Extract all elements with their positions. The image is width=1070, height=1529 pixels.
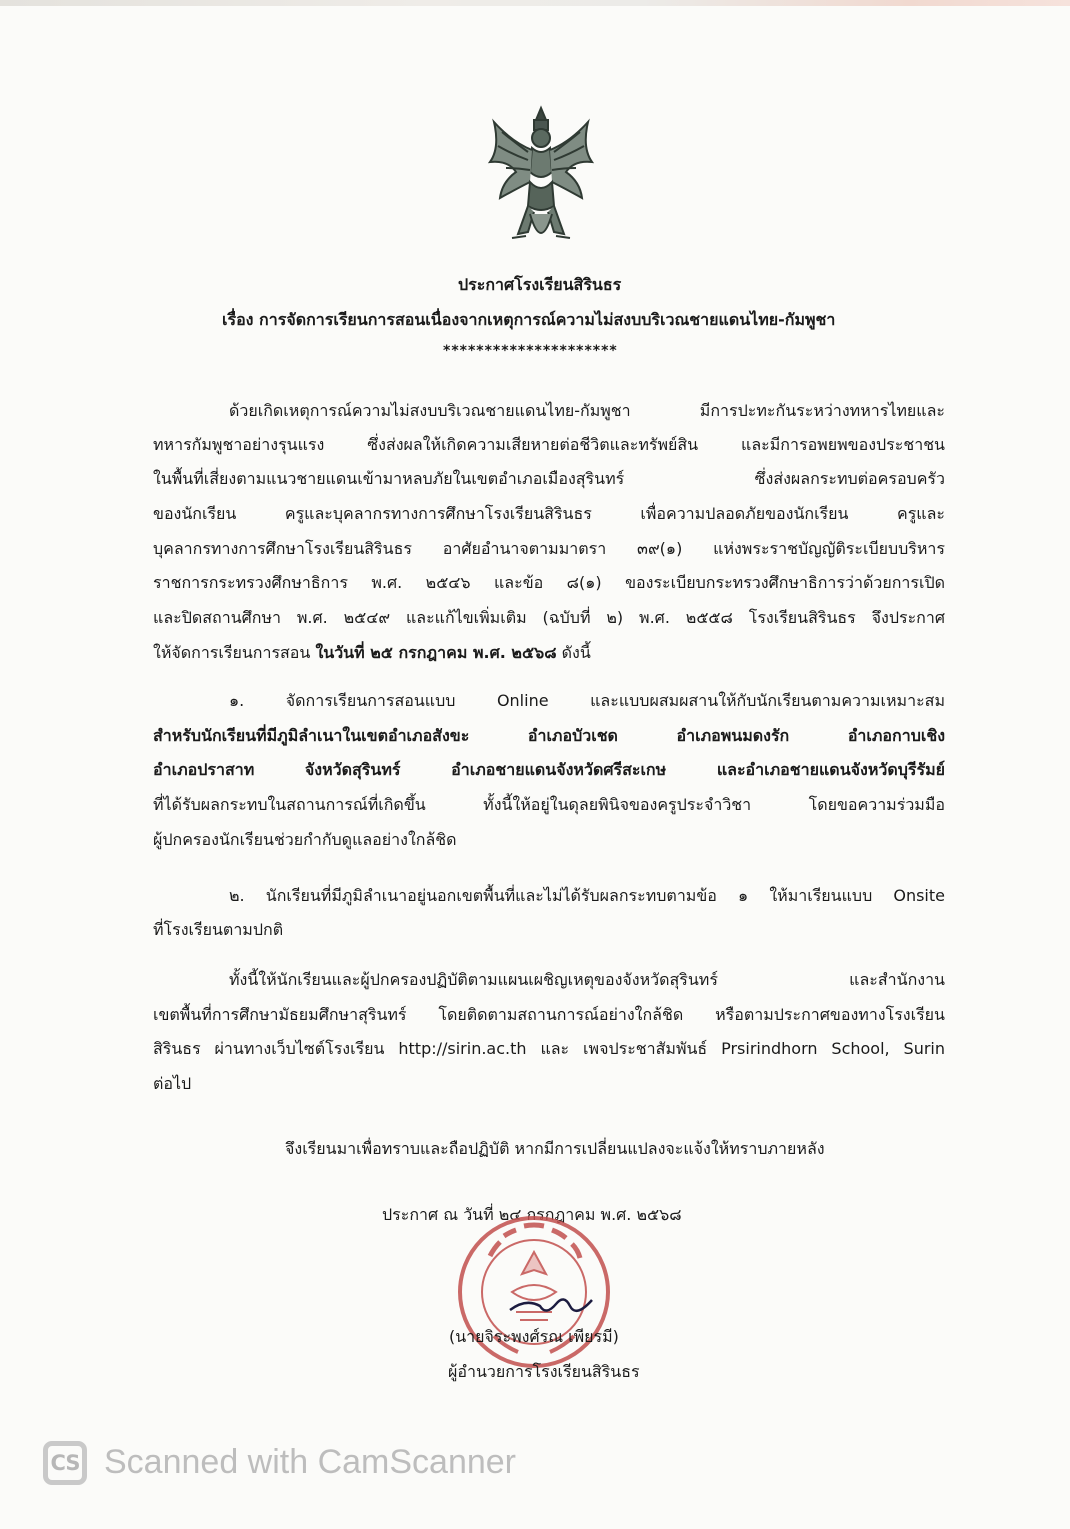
intro-last-line: ให้จัดการเรียนการสอน ในวันที่ ๒๕ กรกฎาคม พ.ศ. ๒๕๖๘ ดังนี้ xyxy=(153,643,591,662)
item-1-line: ที่ได้รับผลกระทบในสถานการณ์ที่เกิดขึ้น ทั้งนี้ให้อยู่ในดุลยพินิจของครูประจำวิชา โดยขอความร่วมมือ xyxy=(153,795,945,814)
intro-line: ทหารกัมพูชาอย่างรุนแรง ซึ่งส่งผลให้เกิดความเสียหายต่อชีวิตและทรัพย์สิน และมีการอพยพของประชาชน xyxy=(153,435,945,454)
heading-separator: ********************* xyxy=(443,343,618,359)
intro-line: ด้วยเกิดเหตุการณ์ความไม่สงบบริเวณชายแดนไทย-กัมพูชา มีการปะทะกันระหว่างทหารไทยและ xyxy=(229,401,945,420)
intro-line: ของนักเรียน ครูและบุคลากรทางการศึกษาโรงเรียนสิรินธร เพื่อความปลอดภัยของนักเรียน ครูและ xyxy=(153,504,945,523)
intro-line: บุคลากรทางการศึกษาโรงเรียนสิรินธร อาศัยอำนาจตามมาตรา ๓๙(๑) แห่งพระราชบัญญัติระเบียบบริหาร xyxy=(153,539,945,558)
signer-position: ผู้อำนวยการโรงเรียนสิรินธร xyxy=(448,1362,640,1381)
item-1-line: ๑. จัดการเรียนการสอนแบบ Online และแบบผสมผสานให้กับนักเรียนตามความเหมาะสม xyxy=(229,691,945,710)
scan-edge xyxy=(0,0,1070,6)
closing-line: ทั้งนี้ให้นักเรียนและผู้ปกครองปฏิบัติตามแผนเผชิญเหตุของจังหวัดสุรินทร์ และสำนักงาน xyxy=(229,970,945,989)
announce-date-line: ประกาศ ณ วันที่ ๒๔ กรกฎาคม พ.ศ. ๒๕๖๘ xyxy=(382,1205,682,1224)
garuda-emblem-icon xyxy=(482,102,600,254)
signature-scribble xyxy=(506,1290,596,1320)
closing-line: เขตพื้นที่การศึกษามัธยมศึกษาสุรินทร์ โดยติดตามสถานการณ์อย่างใกล้ชิด หรือตามประกาศของทางโรงเรียน xyxy=(153,1005,945,1024)
intro-line: ในพื้นที่เสี่ยงตามแนวชายแดนเข้ามาหลบภัยในเขตอำเภอเมืองสุรินทร์ ซึ่งส่งผลกระทบต่อครอบครัว xyxy=(153,469,945,488)
camscanner-logo-icon: CS xyxy=(43,1441,87,1485)
item-1-districts: อำเภอปราสาท จังหวัดสุรินทร์ อำเภอชายแดนจังหวัดศรีสะเกษ และอำเภอชายแดนจังหวัดบุรีรัมย์ xyxy=(153,760,945,779)
intro-line: และปิดสถานศึกษา พ.ศ. ๒๕๔๙ และแก้ไขเพิ่มเติม (ฉบับที่ ๒) พ.ศ. ๒๕๕๘ โรงเรียนสิรินธร จึงประกาศ xyxy=(153,608,945,627)
acknowledge-line: จึงเรียนมาเพื่อทราบและถือปฏิบัติ หากมีการเปลี่ยนแปลงจะแจ้งให้ทราบภายหลัง xyxy=(285,1139,825,1158)
item-2-line: ที่โรงเรียนตามปกติ xyxy=(153,920,284,939)
item-2-line: ๒. นักเรียนที่มีภูมิลำเนาอยู่นอกเขตพื้นที่และไม่ได้รับผลกระทบตามข้อ ๑ ให้มาเรียนแบบ Onsite xyxy=(229,886,945,905)
announce-date: ในวันที่ ๒๕ กรกฎาคม พ.ศ. ๒๕๖๘ xyxy=(315,643,557,662)
document-subject: เรื่อง การจัดการเรียนการสอนเนื่องจากเหตุการณ์ความไม่สงบบริเวณชายแดนไทย-กัมพูชา xyxy=(222,310,836,329)
intro-line: ราชการกระทรวงศึกษาธิการ พ.ศ. ๒๕๔๖ และข้อ ๘(๑) ของระเบียบกระทรวงศึกษาธิการว่าด้วยการเปิด xyxy=(153,573,945,592)
item-1-districts: สำหรับนักเรียนที่มีภูมิลำเนาในเขตอำเภอสังขะ อำเภอบัวเชด อำเภอพนมดงรัก อำเภอกาบเชิง xyxy=(153,726,945,745)
item-1-line: ผู้ปกครองนักเรียนช่วยกำกับดูแลอย่างใกล้ชิด xyxy=(153,830,457,849)
document-title: ประกาศโรงเรียนสิรินธร xyxy=(458,275,622,294)
signer-name: (นายจิระพงศ์รณ เพียรมี) xyxy=(449,1327,619,1346)
closing-line: สิรินธร ผ่านทางเว็บไซต์โรงเรียน http://sirin.ac.th และ เพจประชาสัมพันธ์ Prsirindhorn School, Surin xyxy=(153,1039,945,1058)
closing-line: ต่อไป xyxy=(153,1074,192,1093)
camscanner-watermark: Scanned with CamScanner xyxy=(104,1443,517,1481)
